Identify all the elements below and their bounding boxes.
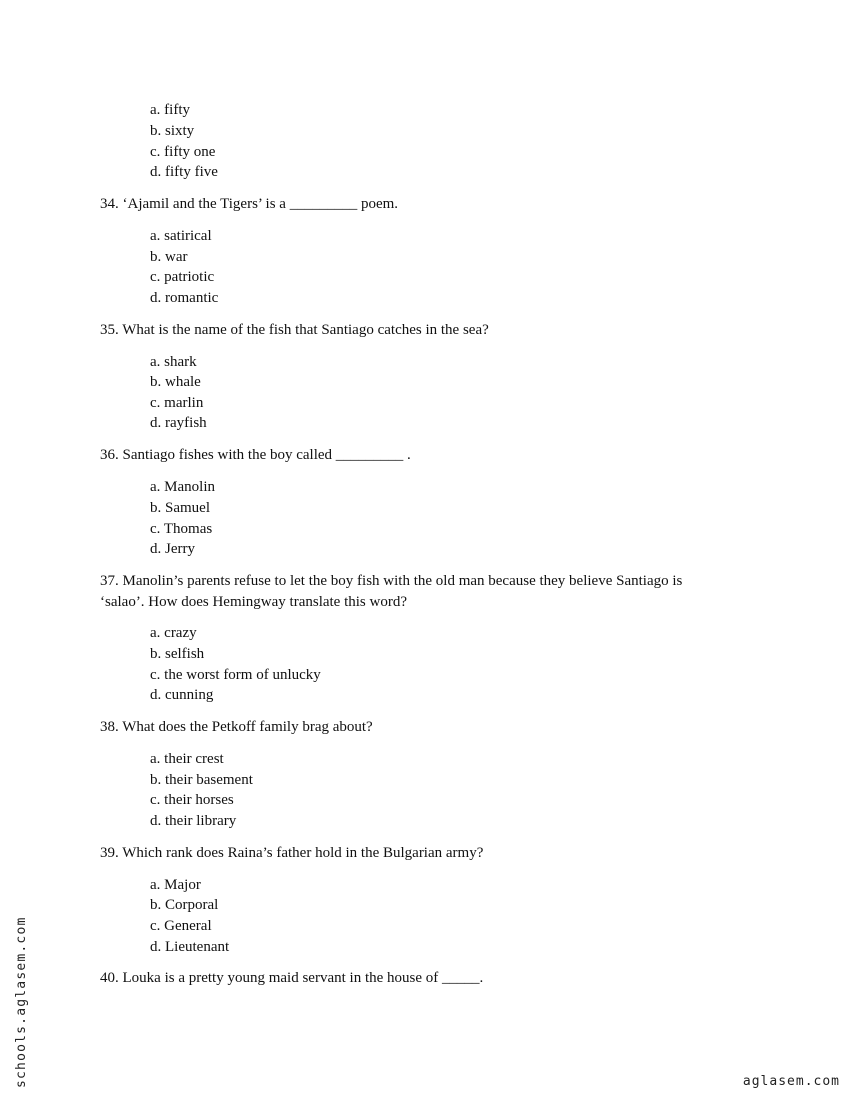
option-item: c. Thomas	[150, 521, 213, 537]
option-item: b. their basement	[150, 772, 253, 788]
option-item: c. General	[150, 918, 212, 934]
option-item: a. their crest	[150, 751, 224, 767]
option-item: d. their library	[150, 813, 237, 829]
option-item: a. shark	[150, 354, 197, 370]
option-item: d. rayfish	[150, 415, 207, 431]
option-item: d. Lieutenant	[150, 939, 230, 955]
option-item: b. whale	[150, 374, 201, 390]
question-37-continued: ‘salao’. How does Hemingway translate this word?	[100, 594, 408, 610]
option-item: d. Jerry	[150, 541, 195, 557]
question-35: 35. What is the name of the fish that Santiago catches in the sea?	[100, 322, 489, 338]
option-item: a. Manolin	[150, 479, 215, 495]
option-item: c. the worst form of unlucky	[150, 667, 321, 683]
option-item: a. satirical	[150, 228, 212, 244]
option-item: b. selfish	[150, 646, 205, 662]
question-37: 37. Manolin’s parents refuse to let the boy fish with the old man because they believe Santiago is	[100, 573, 683, 589]
option-item: a. crazy	[150, 625, 197, 641]
option-item: c. fifty one	[150, 144, 216, 160]
option-item: d. fifty five	[150, 164, 218, 180]
option-item: b. war	[150, 249, 188, 265]
option-item: b. Corporal	[150, 897, 219, 913]
option-item: c. their horses	[150, 792, 234, 808]
question-34: 34. ‘Ajamil and the Tigers’ is a _________ poem.	[100, 196, 399, 212]
option-item: a. fifty	[150, 102, 190, 118]
option-item: a. Major	[150, 877, 201, 893]
option-item: d. cunning	[150, 687, 214, 703]
question-39: 39. Which rank does Raina’s father hold in the Bulgarian army?	[100, 845, 484, 861]
side-watermark: schools.aglasem.com	[14, 916, 29, 1088]
option-item: c. patriotic	[150, 269, 215, 285]
question-38: 38. What does the Petkoff family brag about?	[100, 719, 373, 735]
option-item: b. sixty	[150, 123, 195, 139]
question-36: 36. Santiago fishes with the boy called _________ .	[100, 447, 411, 463]
option-item: d. romantic	[150, 290, 219, 306]
question-40: 40. Louka is a pretty young maid servant in the house of _____.	[100, 970, 484, 986]
option-item: b. Samuel	[150, 500, 210, 516]
option-item: c. marlin	[150, 395, 204, 411]
footer-watermark: aglasem.com	[742, 1074, 840, 1089]
